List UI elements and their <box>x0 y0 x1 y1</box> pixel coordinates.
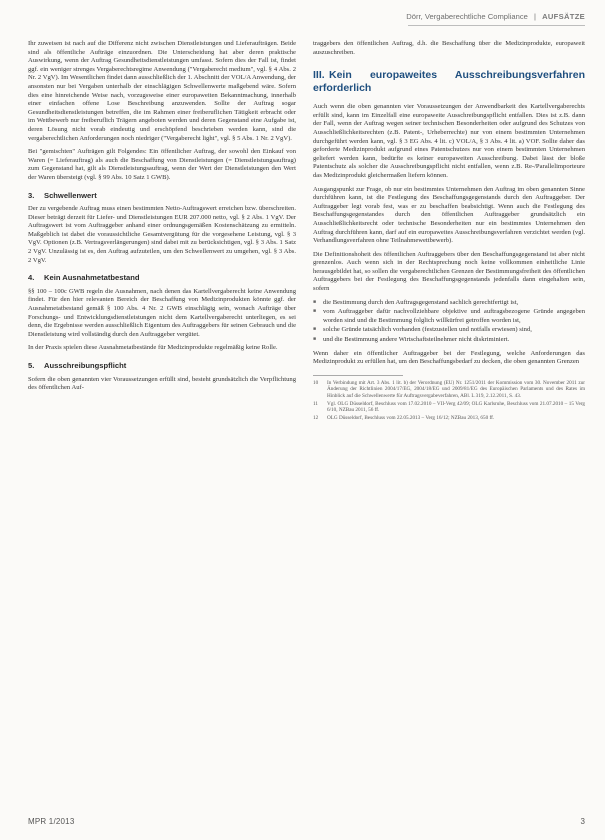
list-item: ■ die Bestimmung durch den Auftragsgegenstand sachlich gerechtfertigt ist, <box>323 299 585 308</box>
paragraph: In der Praxis spielen diese Ausnahmetatbestände für Medizinprodukte regelmäßig keine Rolle. <box>28 344 278 352</box>
section-title: Ausschreibungspflicht <box>44 361 127 370</box>
footnote-text: Vgl. OLG Düsseldorf, Beschluss vom 17.02.2010 – VII-Verg 42/09; OLG Karlsruhe, Beschluss vom 21.07.2010 – 15 Verg 6/10, NZBau 2011, 56 ff. <box>327 400 585 414</box>
paragraph: Auch wenn die oben genannten vier Voraussetzungen der Anwendbarkeit des Kartellvergaberechts erfüllt sind, kann im Einzelfall eine europaweite Ausschreibungspflicht entfallen. Dies ist z.B. dann der Fall, wenn der Auftrag wegen seiner technischen Besonderheiten oder aufgrund des Schutzes von Ausschließlichkeitsrechten (z.B. Patent-, Urheberrechte) nur von einem bestimmten Unternehmen durchgeführt werden kann, vgl. § 3 EG Abs. 4 lit. c) VOL/A, § 3 Abs. 4 lit. a) VOF. Sollte daher das geforderte Medizinprodukt aufgrund eines Patentschutzes nur von einem bestimmten Unternehmen geliefert werden kann, bedürfte es keiner europaweiten Ausschreibung. Dabei lässt der bloße Patentschutz als solcher die Ausschreibungspflicht nicht entfallen, wenn z.B. Re-/Parallelimporteure das Medizinprodukt gleichermaßen liefern können. <box>313 103 585 179</box>
left-column <box>28 40 296 398</box>
paragraph: Der zu vergebende Auftrag muss einen bestimmten Netto-Auftragswert erreichen bzw. überschreiten. Dieser beträgt derzeit für Liefer- und Dienstleistungen EUR 207.000 netto, vgl. § 2 Abs. 1 VgV. Der Auftragswert ist vom Auftraggeber anhand einer ordnungsgemäßen Kostenschätzung zu ermitteln. Maßgeblich ist dabei die voraussichtliche Gesamtvergütung für die vorgesehene Leistung, vgl. § 3 VgV. Optionen (z.B. Vertragsverlängerungen) sind dabei mit zu berücksichtigen, vgl. § 3 Abs. 1 Satz 2 VgV. Unzulässig ist es, den Auftrag aufzuteilen, um den Schwellenwert zu umgehen, vgl. § 3 Abs. 2 VgV. <box>28 205 296 264</box>
paragraph: traggebers den öffentlichen Auftrag, d.h. die Beschaffung über die Medizinprodukte, europaweit auszuschreiben. <box>313 40 585 56</box>
footnotes <box>313 380 585 422</box>
list-item: ■ solche Gründe tatsächlich vorhanden (festzustellen und notfalls erwiesen) sind, <box>323 326 585 335</box>
section-heading <box>28 192 296 201</box>
paragraph: §§ 100 – 100c GWB regeln die Ausnahmen, nach denen das Kartellvergaberecht keine Anwendung findet. Für den hier relevanten Bereich der Beschaffung von Medizinprodukten könnte ggf. der Ausnahmetatbestand gemäß § 100 Abs. 4 Nr. 2 GWB einschlägig sein, wonach Aufträge über Forschungs- und Entwicklungsdienstleistungen nicht dem Kartellvergaberecht unterliegen, es sei denn, die Ergebnisse werden ausschließlich Eigentum des Auftraggebers für seinen Gebrauch und die Dienstleistung wird vollständig durch den Auftraggeber vergütet. <box>28 287 296 338</box>
chapter-heading <box>313 69 585 95</box>
footnote-rule <box>313 375 403 376</box>
chapter-title: Kein europaweites Ausschreibungsverfahren erforderlich <box>313 69 585 95</box>
running-title: Dörr, Vergaberechtliche Compliance <box>406 12 528 21</box>
paragraph: Sofern die oben genannten vier Voraussetzungen erfüllt sind, besteht grundsätzlich die Verpflichtung des öffentlichen Auf- <box>28 375 296 392</box>
section-number: 4. <box>28 273 35 283</box>
list-item: ■ vom Auftraggeber dafür nachvollziehbare objektive und auftragsbezogene Gründe angegeben worden sind und die Bestimmung folglich willkürfrei getroffen worden ist, <box>323 308 585 325</box>
footnote-text: OLG Düsseldorf, Beschluss vom 22.05.2013 – Verg 16/12; NZBau 2013, 650 ff. <box>327 414 495 421</box>
header-rule <box>408 25 585 26</box>
section-heading <box>28 362 296 371</box>
footnote <box>313 380 585 400</box>
paragraph: Bei "gemischten" Aufträgen gilt Folgendes: Ein öffentlicher Auftrag, der sowohl den Einkauf von Waren (= Lieferauftrag) als auch die Beschaffung von Dienstleistungen (= Dienstleistungsauftrag) zum Gegenstand hat, gilt als Dienstleistungsauftrag, wenn der Wert der Dienstleistungen den Wert der Waren übersteigt (vgl. § 99 Abs. 10 Satz 1 GWB). <box>28 148 296 181</box>
header-separator: | <box>533 12 536 21</box>
paragraph: Ihr zuweisen ist nach auf die Differenz nicht zwischen Dienstleistungen und Lieferaufträgen. Beide sind als öffentliche Aufträge einzuordnen. Die Unterscheidung hat aber deren praktische Auswirkung, wenn der Auftrag Gesundheitsdienstleistungen umfasst. Sofern dies der Fall ist, findet ggf. ein weniger strenges Vergaberechtsregime Anwendung ("Vergaberecht medium", vgl. § 4 Abs. 2 Nr. 2 VgV). Im Wesentlichen findet dann ausschließlich der 1. Abschnitt der VOL/A Anwendung, der ansonsten nur bei Vergaben unterhalb der einschlägigen Schwellenwerte maßgebend wäre. Sofern dies eine hinreichende Weise nach, vorzugsweise einer europaweiten Bekanntmachung, innerhalb einer einfachen offene Lose Beschreibung anzuwenden. Sollte der Auftrag sogar Gesundheitsdienstleistungen betreffen, die im Rahmen einer freiberuflichen Tätigkeit erbracht oder im Wettbewerb nur freiberuflich Trägern angeboten werden und deren Gegenstand eine Aufgabe ist, deren Lösung nicht vorab eindeutig und erschöpfend beschrieben werden kann, sind die vergaberechtlichen Anforderungen noch niedriger ("Vergaberecht light", vgl. § 5 Abs. 1 Nr. 2 VgV). <box>28 40 296 142</box>
section-number: 5. <box>28 361 35 370</box>
list-item: ■ und die Bestimmung andere Wirtschaftsteilnehmer nicht diskriminiert. <box>323 336 585 345</box>
section-title: Kein Ausnahmetatbestand <box>44 273 140 283</box>
journal-issue: MPR 1/2013 <box>28 817 75 826</box>
footnote-number: 10 <box>313 379 319 386</box>
paragraph: Ausgangspunkt zur Frage, ob nur ein bestimmtes Unternehmen den Auftrag im oben genannten Sinne durchführen kann, ist die Festlegung des Beschaffungsgegenstands durch den Auftraggeber. Der Auftraggeber legt vorab fest, was er zu beschaffen beabsichtigt. Wenn auch die Festlegung des Beschaffungsgegenstandes durch den öffentlichen Auftraggeber grundsätzlich ein Ausschließlichkeitsrecht oder technische Besonderheiten nur ein bestimmtes Unternehmen den Auftrag durchführen kann, darf auf ein europaweites Ausschreibungsverfahren verzichtet werden (vgl. Verhandlungsverfahren ohne Teilnahmewettbewerb). <box>313 185 585 245</box>
paragraph: Die Definitionshoheit des öffentlichen Auftraggebers über den Beschaffungsgegenstand ist aber nicht grenzenlos. Auch wenn sich in der Rechtsprechung noch keine vollkommen einheitliche Linie herausgebildet hat, so sollen die vergaberechtlichen Grenzen der Bestimmungsfreiheit des öffentlichen Auftraggebers bei der Festlegung des Beschaffungsgegenstands jedenfalls dann eingehalten sein, sofern <box>313 250 585 293</box>
section-title: Schwellenwert <box>44 190 97 200</box>
footnote <box>313 401 585 414</box>
section-tag: AUFSÄTZE <box>542 12 585 21</box>
chapter-number: III. <box>313 69 325 82</box>
section-heading <box>28 274 296 283</box>
page-number: 3 <box>580 817 585 826</box>
section-number: 3. <box>28 190 35 200</box>
footnote-number: 11 <box>313 400 318 407</box>
footnote <box>313 415 585 422</box>
right-column <box>313 40 585 422</box>
paragraph: Wenn daher ein öffentlicher Auftraggeber bei der Festlegung, welche Anforderungen das Medizinprodukt zu erfüllen hat, um den Beschaffungsbedarf zu decken, die oben genannten Grenzen <box>313 349 585 366</box>
running-header <box>406 12 585 21</box>
footnote-text: In Verbindung mit Art. 3 Abs. 1 lit. b) der Verordnung (EU) Nr. 1251/2011 der Kommission vom 30. November 2011 zur Änderung der Richtlinien 2004/17/EG, 2004/18/EG und 2009/81/EG des Europäischen Parlaments und des Rates im Hinblick auf die Schwellenwerte für Auftragsvergabeverfahren, ABl. L 319, 2.12.2011, S. 43. <box>327 379 585 399</box>
footnote-number: 12 <box>313 414 319 421</box>
criteria-list <box>313 299 585 345</box>
